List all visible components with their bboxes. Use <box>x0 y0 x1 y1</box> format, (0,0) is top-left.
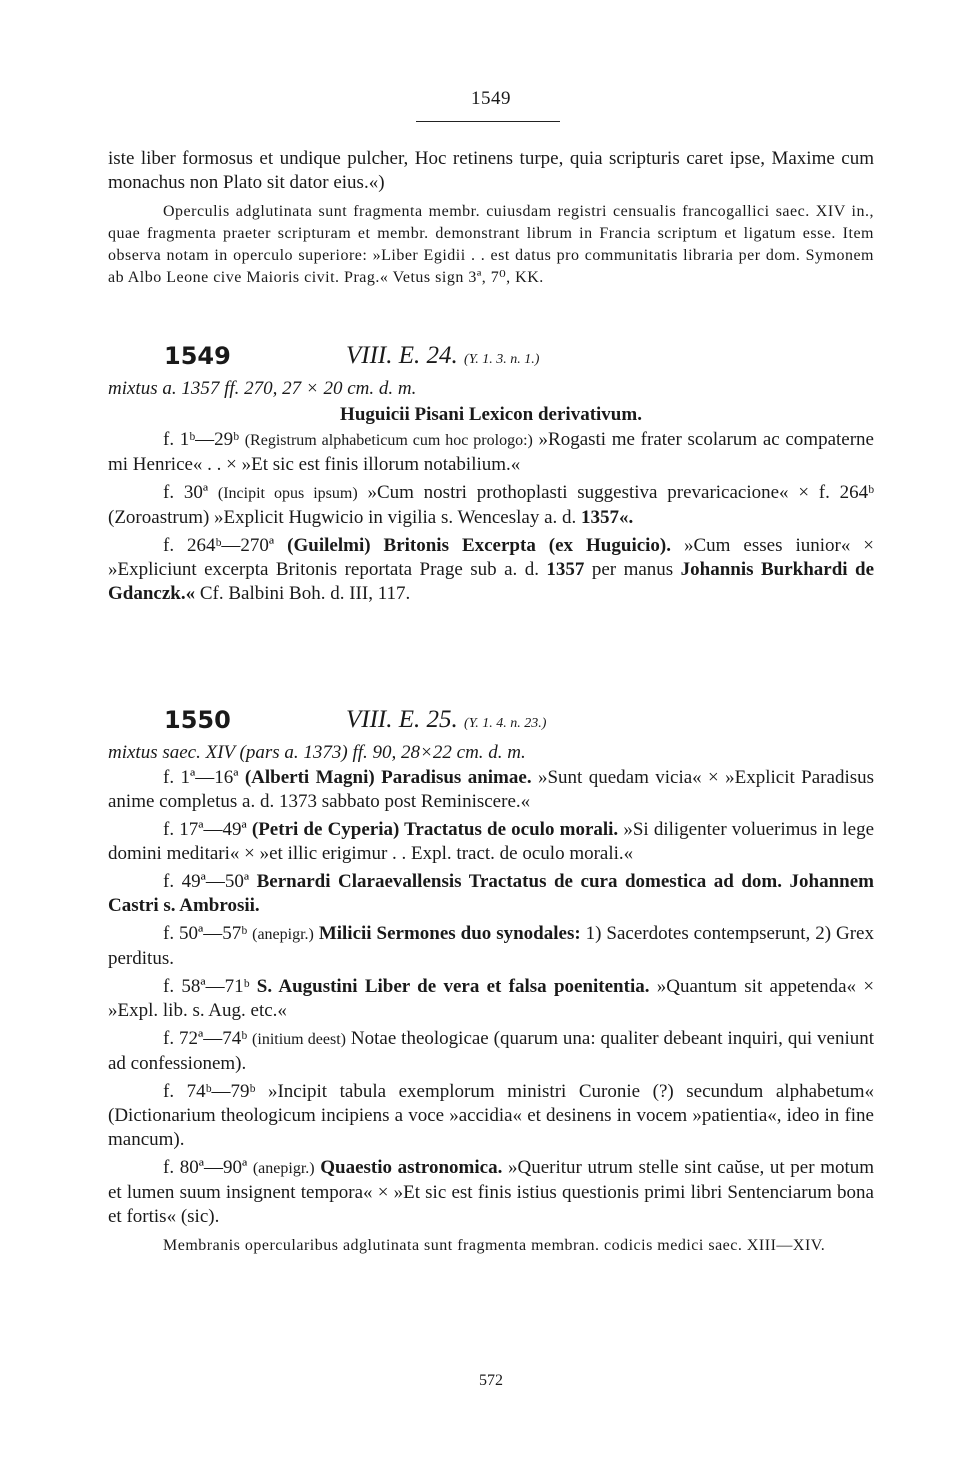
codex-description: mixtus saec. XIV (pars a. 1373) ff. 90, 28×22 cm. d. m. <box>108 742 526 763</box>
folio-item: f. 49ª—50ª Bernardi Claraevallensis Tractatus de cura domestica ad dom. Johannem Castri s. Ambrosii. <box>108 871 874 916</box>
codex-description: mixtus a. 1357 ff. 270, 27 × 20 cm. d. m. <box>108 378 417 399</box>
folio-item: f. 30ª (Incipit opus ipsum) »Cum nostri prothoplasti suggestiva prevaricacione« × f. 264ᵇ (Zoroastrum) »Explicit Hugwicio in vigilia s. Wenceslay a. d. 1357«. <box>108 482 875 528</box>
footer-page-number: 572 <box>479 1372 503 1389</box>
folio-item: f. 1ª—16ª (Alberti Magni) Paradisus animae. »Sunt quedam vicia« × »Explicit Paradisus anime completus a. d. 1373 sabbato post Reminiscere.« <box>108 767 875 812</box>
folio-item: f. 58ª—71ᵇ S. Augustini Liber de vera et falsa poenitentia. »Quantum sit appetenda« × »Expl. lib. s. Aug. etc.« <box>108 976 875 1021</box>
old-signature: (Y. 1. 4. n. 23.) <box>464 716 547 731</box>
folio-item: f. 264ᵇ—270ª (Guilelmi) Britonis Excerpta (ex Huguicio). »Cum esses iunior« × »Expliciunt excerpta Britonis reportata Prage sub a. d. 1357 per manus Johannis Burkhardi de Gdanczk.« Cf. Balbini Boh. d. III, 117. <box>108 535 875 604</box>
page-header <box>108 88 874 110</box>
shelf-signature: VIII. E. 24. (Y. 1. 3. n. 1.) <box>346 342 540 369</box>
shelf-signature: VIII. E. 25. (Y. 1. 4. n. 23.) <box>346 706 547 733</box>
intro-binding-note: Operculis adglutinata sunt fragmenta membr. cuiusdam registri censualis francogallici saec. XIV in., quae fragmenta praeter scripturam et membr. demonstrant librum in Francia scriptum et ligatum esse. Item observa notam in operculo superiore: »Liber Egidii . . est datus pro communitatis libraria per dom. Symonem ab Albo Leone cive Maioris civit. Prag.« Vetus sign 3ª, 7⁰, KK. <box>108 203 874 286</box>
entry-heading <box>108 342 874 376</box>
entry-heading <box>108 706 874 740</box>
folio-item: f. 80ª—90ª (anepigr.) Quaestio astronomica. »Queritur utrum stelle sint caŭse, ut per motum et lumen suum insignent tempora« × »Et sic est finis istius questionis primi libri Sentenciarum bona et fortis« (sic). <box>108 1157 875 1227</box>
folio-item: f. 74ᵇ—79ᵇ »Incipit tabula exemplorum ministri Curonie (?) secundum alphabetum« (Dictionarium theologicum incipiens a voce »accidia« et desinens in vocem »patientia«, ideo in fine mancum). <box>108 1081 875 1150</box>
entry-number: 1549 <box>164 342 231 370</box>
intro-block <box>108 147 874 289</box>
closing-note: Membranis opercularibus adglutinata sunt fragmenta membran. codicis medici saec. XIII—XIV. <box>163 1237 826 1254</box>
header-rule <box>416 121 560 122</box>
entry-number: 1550 <box>164 706 231 734</box>
entry-1549 <box>108 342 874 606</box>
folio-item: f. 72ª—74ᵇ (initium deest) Notae theologicae (quarum una: qualiter debeant inquiri, qui veniunt ad confessionem). <box>108 1028 875 1074</box>
page-footer <box>108 1372 874 1390</box>
codex-title: Huguicii Pisani Lexicon derivativum. <box>340 404 642 425</box>
folio-item: f. 1ᵇ—29ᵇ (Registrum alphabeticum cum hoc prologo:) »Rogasti me frater scolarum ac compaterne mi Henrice« . . × »Et sic est finis illorum notabilium.« <box>108 429 874 475</box>
folio-item: f. 17ª—49ª (Petri de Cyperia) Tractatus de oculo morali. »Si diligenter voluerimus in lege domini meditari« × »et illic erigimur . . Expl. tract. de oculo morali.« <box>108 819 875 864</box>
intro-verse: iste liber formosus et undique pulcher, Hoc retinens turpe, quia scripturis caret ipse, Maxime cum monachus non Plato sit dator eius.«) <box>108 148 874 193</box>
entry-1550 <box>108 706 874 1257</box>
running-page-number: 1549 <box>471 88 511 109</box>
folio-item: f. 50ª—57ᵇ (anepigr.) Milicii Sermones duo synodales: 1) Sacerdotes contempserunt, 2) Grex perditus. <box>108 923 874 969</box>
old-signature: (Y. 1. 3. n. 1.) <box>464 352 540 367</box>
